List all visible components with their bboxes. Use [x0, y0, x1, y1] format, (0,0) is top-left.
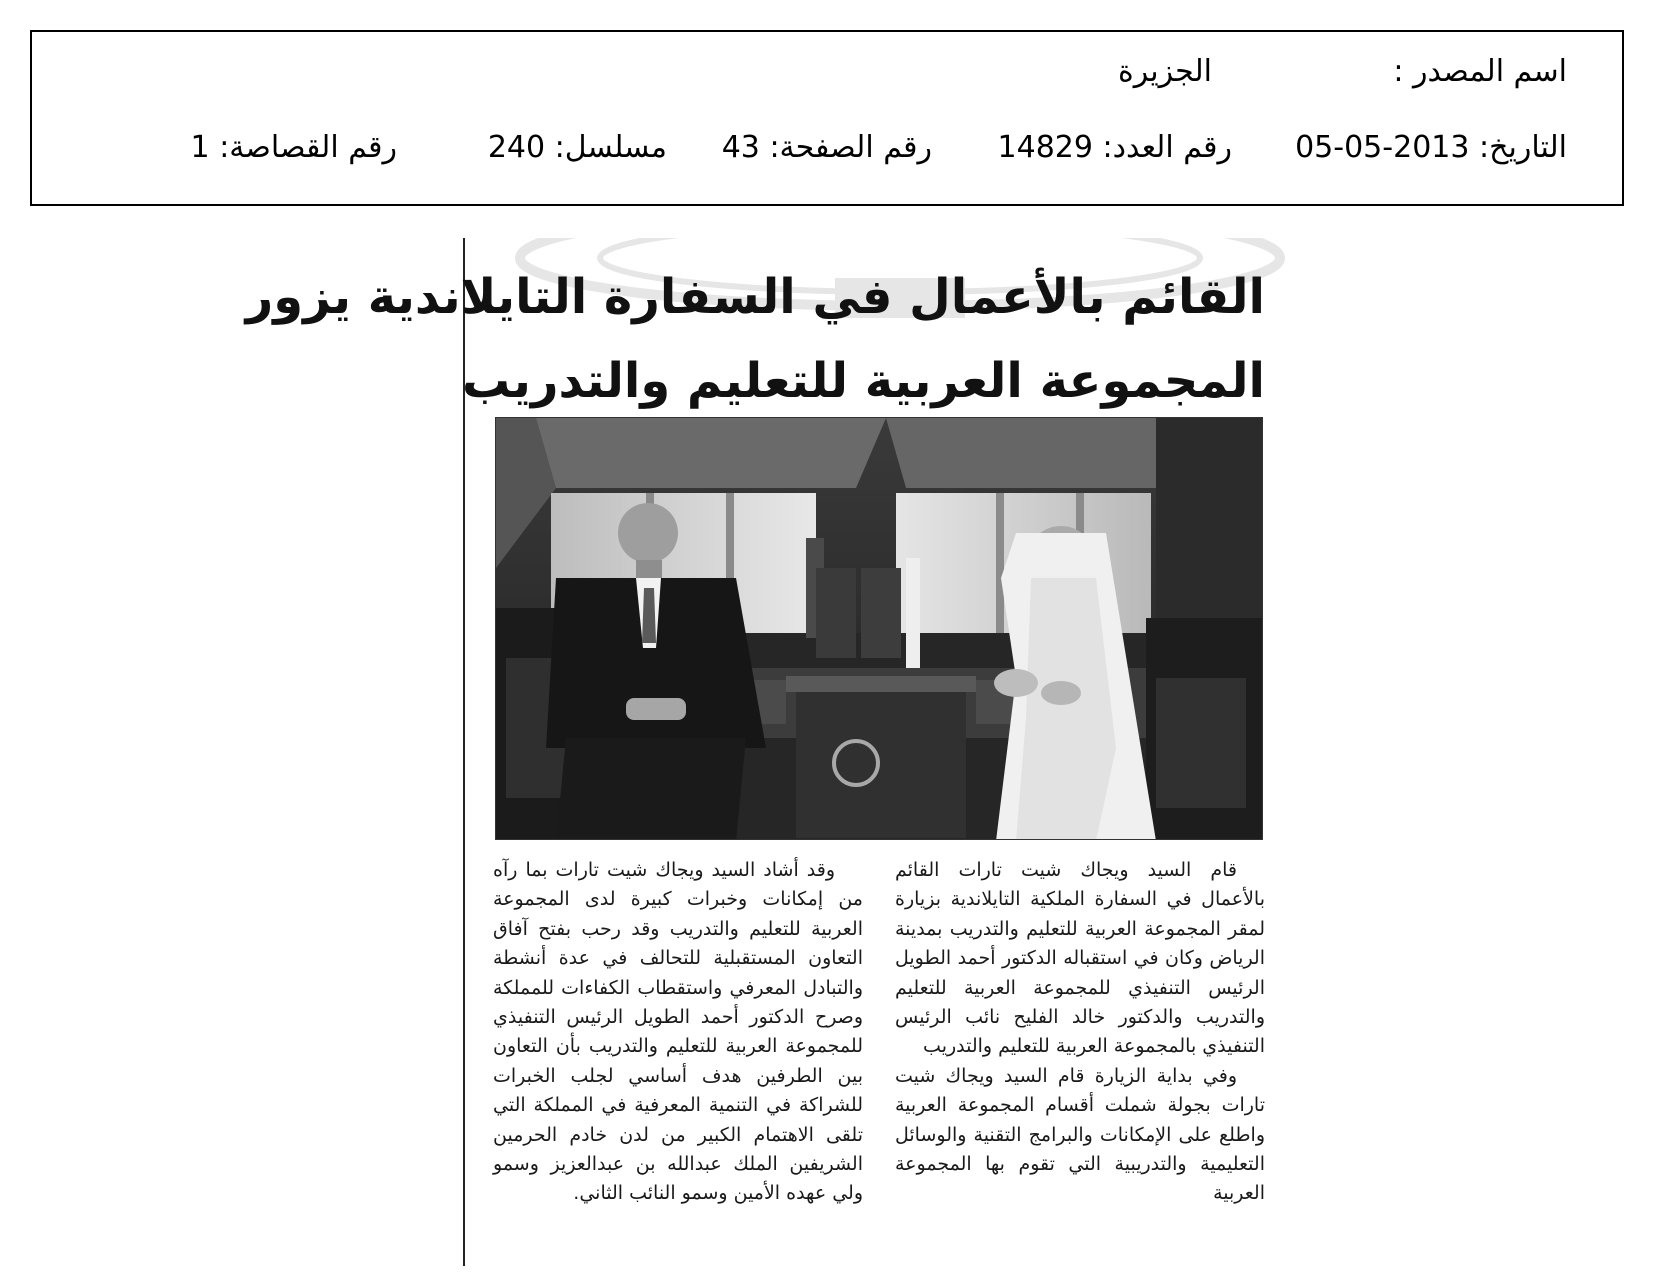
article-column-right — [895, 856, 1265, 1209]
source-label: اسم المصدر : — [1393, 54, 1567, 89]
page-field — [722, 130, 932, 165]
clipping-metadata-box — [30, 30, 1624, 206]
date-field — [1295, 130, 1567, 165]
clip-label: رقم القصاصة: — [219, 130, 397, 165]
page-label: رقم الصفحة: — [769, 130, 932, 165]
article-paragraph: وقد أشاد السيد ويجاك شيت تارات بما رآه من إمكانات وخبرات كبيرة لدى المجموعة العربية للتعليم والتدريب وقد رحب بفتح آفاق التعاون المستقبلية للتحالف في عدة أنشطة والتبادل المعرفي واستقطاب الكفاءات للمملكة وصرح الدكتور أحمد الطويل الرئيس التنفيذي للمجموعة العربية للتعليم والتدريب بأن التعاون بين الطرفين هدف أساسي لجلب الخبرات للشراكة في التنمية المعرفية في المملكة التي تلقى الاهتمام الكبير من لدن خادم الحرمين الشريفين الملك عبدالله بن عبدالعزيز وسمو ولي عهده الأمين وسمو النائب الثاني. — [493, 859, 863, 1205]
serial-field — [488, 130, 667, 165]
serial-value: 240 — [487, 130, 546, 165]
issue-field — [998, 130, 1232, 165]
clip-value: 1 — [190, 130, 210, 165]
serial-label: مسلسل: — [554, 130, 667, 165]
article-headline — [245, 255, 1265, 423]
page-value: 43 — [721, 130, 760, 165]
issue-value: 14829 — [997, 130, 1093, 165]
article-paragraph: وفي بداية الزيارة قام السيد ويجاك شيت تارات بجولة شملت أقسام المجموعة العربية واطلع على الإمكانات والبرامج التقنية والوسائل التعليمية والتدريبية التي تقوم بها المجموعة العربية — [895, 1064, 1265, 1205]
headline-line-1: القائم بالأعمال في السفارة التايلاندية يزور — [245, 269, 1265, 325]
date-value: 2013-05-05 — [1295, 130, 1470, 165]
issue-label: رقم العدد: — [1102, 130, 1232, 165]
article-column-left — [493, 856, 863, 1209]
metadata-row-details — [32, 130, 1622, 174]
article-photo — [495, 417, 1263, 840]
source-value: الجزيرة — [1117, 54, 1212, 89]
date-label: التاريخ: — [1479, 130, 1567, 165]
clip-field — [191, 130, 397, 165]
article-paragraph: قام السيد ويجاك شيت تارات القائم بالأعمال في السفارة الملكية التايلاندية بزيارة لمقر المجموعة العربية للتعليم والتدريب بمدينة الرياض وكان في استقباله الدكتور أحمد الطويل الرئيس التنفيذي للمجموعة العربية للتعليم والتدريب والدكتور خالد الفليح نائب الرئيس التنفيذي بالمجموعة العربية للتعليم والتدريب — [895, 859, 1265, 1058]
metadata-row-source — [32, 54, 1622, 98]
headline-line-2: المجموعة العربية للتعليم والتدريب — [462, 353, 1265, 409]
